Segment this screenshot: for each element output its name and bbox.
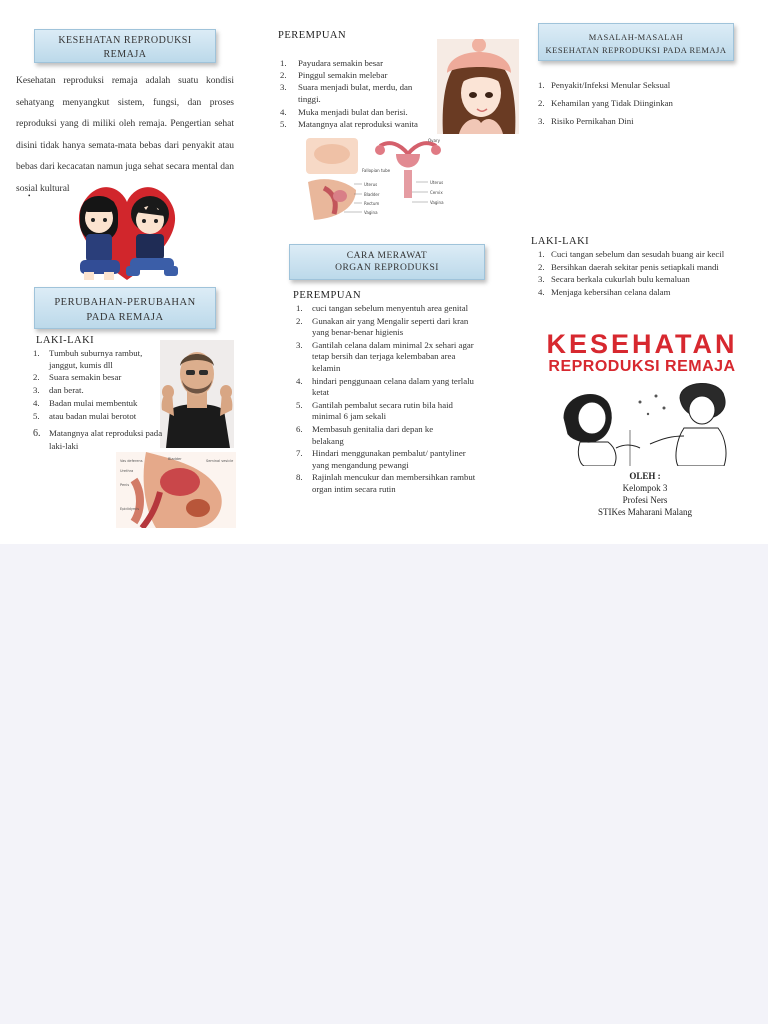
- cover-title-line-2: REPRODUKSI REMAJA: [548, 358, 736, 375]
- list-item: 7. Hindari menggunakan pembalut/ pantyliner yang mengandung pewangi: [296, 448, 466, 470]
- girl-illustration: [437, 39, 519, 134]
- group-name: Kelompok 3: [622, 483, 668, 493]
- care-title-box: [289, 244, 485, 280]
- list-item: 5. Matangnya alat reproduksi wanita: [280, 119, 418, 129]
- list-item: 5. Gantilah pembalut secara rutin bila haid minimal 6 jam sekali: [296, 399, 453, 422]
- list-item: 1. Penyakit/Infeksi Menular Seksual: [538, 80, 671, 90]
- man-photo: [160, 340, 234, 448]
- list-item: 6. Membasuh genitalia dari depan ke belakang: [296, 423, 434, 446]
- list-item: 3. Suara menjadi bulat, merdu, dan tinggi.: [280, 82, 413, 104]
- care-girls-heading: PEREMPUAN: [293, 290, 362, 301]
- title-box: [34, 29, 216, 63]
- couple-illustration: [68, 176, 186, 286]
- sketch-couple-illustration: [560, 378, 746, 466]
- problems-title-box: [538, 23, 734, 61]
- label-bladder: Bladder: [364, 192, 380, 197]
- list-item: 6. Matangnya alat reproduksi pada laki-laki: [33, 428, 163, 451]
- list-item: 3. Secara berkala cukurlah bulu kemaluan: [538, 274, 690, 285]
- list-item: 8. Rajinlah mencukur dan membersihkan rambut organ intim secara rutin: [296, 472, 476, 494]
- changes-title-box: [34, 287, 216, 329]
- intro-paragraph: Kesehatan reproduksi remaja adalah suatu kondisi sehatyang menyangkut sistem, fungsi, dan proses reproduksi yang di miliki oleh remaja. Pengertian sehat disini tidak hanya semata-mata bebas dari penyakit atau bebas dari kecacatan namun juga sehat secara mental dan sosial kultural: [16, 76, 234, 194]
- boys-care-list: [538, 249, 750, 298]
- changes-title-line-2: PADA REMAJA: [86, 312, 164, 323]
- list-item: 3. Risiko Pernikahan Dini: [538, 116, 634, 126]
- list-item: 2. Bersihkan daerah sekitar penis setiapkali mandi: [538, 261, 719, 272]
- girls-changes-list: [280, 58, 440, 131]
- stray-bullet: •: [28, 192, 31, 200]
- boys-changes-list: [33, 348, 163, 453]
- boys-care-heading: LAKI-LAKI: [531, 236, 590, 247]
- list-item: 1. Payudara semakin besar: [280, 58, 384, 68]
- list-item: 2. Suara semakin besar: [33, 372, 122, 382]
- label-uterus-left: Uterus: [364, 182, 378, 187]
- list-item: 2. Kehamilan yang Tidak Diinginkan: [538, 98, 673, 108]
- cover-title: [536, 330, 748, 376]
- girls-heading: PEREMPUAN: [278, 30, 347, 41]
- title-line-1: KESEHATAN REPRODUKSI: [58, 35, 192, 46]
- list-item: 4. Badan mulai membentuk: [33, 398, 138, 408]
- list-item: 2. Pinggul semakin melebar: [280, 70, 388, 80]
- list-item: 1. cuci tangan sebelum menyentuh area genital: [296, 303, 469, 313]
- changes-title-line-1: PERUBAHAN-PERUBAHAN: [54, 297, 196, 308]
- title-line-2: REMAJA: [103, 49, 147, 60]
- svg-text:Vas deferens: Vas deferens: [120, 459, 143, 463]
- svg-text:Epididymis: Epididymis: [120, 507, 140, 511]
- female-anatomy-illustration: [304, 136, 462, 222]
- list-item: 3. dan berat.: [33, 385, 84, 395]
- label-fallopian-tube: Fallopian tube: [362, 168, 391, 173]
- list-item: 1. Tumbuh suburnya rambut, janggut, kumis dll: [33, 348, 143, 370]
- program-name: Profesi Ners: [622, 495, 668, 505]
- problems-title-line-2: KESEHATAN REPRODUKSI PADA REMAJA: [545, 45, 727, 55]
- svg-text:Seminal vesicle: Seminal vesicle: [206, 459, 234, 463]
- credits: [560, 470, 730, 518]
- male-anatomy-illustration: [116, 452, 236, 528]
- care-girls-list: [296, 303, 480, 496]
- list-item: 4. hindari penggunaan celana dalam yang terlalu ketat: [296, 375, 474, 398]
- list-item: 1. Cuci tangan sebelum dan sesudah buang air kecil: [538, 249, 725, 259]
- list-item: 3. Gantilah celana dalam minimal 2x sehari agar tetap bersih dan terjaga kelembaban area kelamin: [296, 339, 474, 373]
- list-item: 5. atau badan mulai berotot: [33, 411, 137, 421]
- list-item: 4. Muka menjadi bulat dan berisi.: [280, 107, 408, 117]
- svg-text:Penis: Penis: [120, 483, 130, 487]
- care-title-line-2: ORGAN REPRODUKSI: [335, 263, 439, 273]
- problems-list: [538, 80, 728, 134]
- cover-title-line-1: KESEHATAN: [546, 329, 738, 359]
- list-item: 2. Gunakan air yang Mengalir seperti dari kran yang benar-benar higienis: [296, 315, 469, 338]
- care-title-line-1: CARA MERAWAT: [346, 251, 428, 261]
- svg-text:Bladder: Bladder: [168, 457, 182, 461]
- label-vagina-left: Vagina: [364, 210, 378, 215]
- label-uterus-right: Uterus: [430, 180, 444, 185]
- label-vagina-right: Vagina: [430, 200, 444, 205]
- problems-title-line-1: MASALAH-MASALAH: [588, 32, 684, 42]
- label-ovary: Ovary: [428, 138, 440, 143]
- list-item: 4. Menjaga kebersihan celana dalam: [538, 286, 671, 297]
- school-name: STIKes Maharani Malang: [598, 507, 692, 517]
- svg-text:Urethra: Urethra: [120, 469, 134, 473]
- by-label: OLEH :: [629, 471, 661, 481]
- boys-heading: LAKI-LAKI: [36, 335, 95, 346]
- label-rectum: Rectum: [364, 201, 380, 206]
- label-cervix: Cervix: [430, 190, 443, 195]
